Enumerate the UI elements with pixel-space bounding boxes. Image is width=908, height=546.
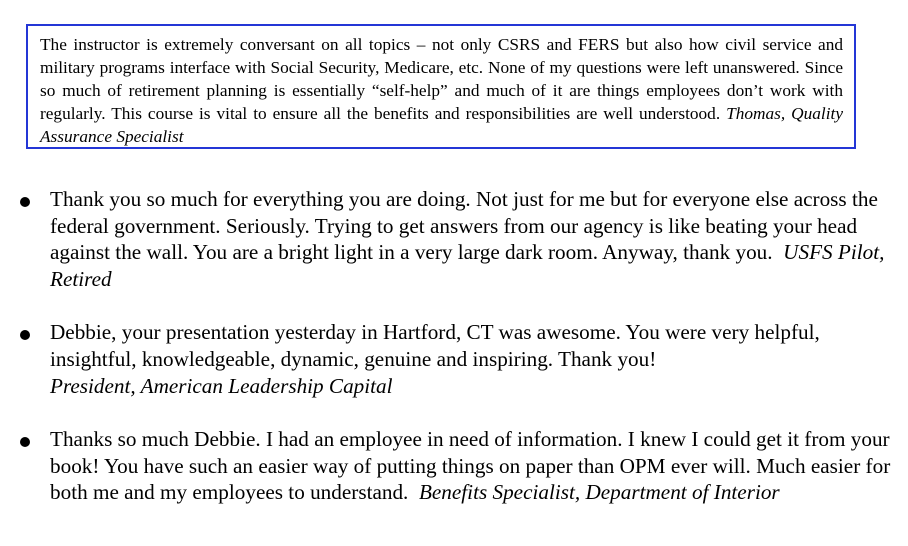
testimonial-text: Thank you so much for everything you are doing. Not just for me but for everyone else across the federal government. Seriously. Trying to get answers from our agency is like beating your head against the wall. You are a bright light in a very large dark room. Anyway, thank you. <box>50 187 878 265</box>
bullet-icon <box>20 330 30 340</box>
bullet-icon <box>20 437 30 447</box>
testimonial-text: Debbie, your presentation yesterday in Hartford, CT was awesome. You were very helpful, insightful, knowledgeable, dynamic, genuine and inspiring. Thank you! <box>50 320 820 371</box>
featured-testimonial-attribution: Thomas, Quality Assurance Specialist <box>40 104 844 147</box>
testimonial-attribution: President, American Leadership Capital <box>50 373 393 398</box>
testimonial-item <box>0 426 908 506</box>
testimonial-list <box>0 186 908 533</box>
testimonial-item <box>0 186 908 292</box>
testimonial-attribution: USFS Pilot, Retired <box>50 240 885 291</box>
featured-testimonial-box <box>26 24 856 149</box>
testimonial-item <box>0 319 908 399</box>
testimonial-text: Thanks so much Debbie. I had an employee in need of information. I knew I could get it from your book! You have such an easier way of putting things on paper than OPM ever will. Much easier for both me and my employees to understand. <box>50 427 891 505</box>
testimonial-attribution: Benefits Specialist, Department of Interior <box>418 480 780 505</box>
bullet-icon <box>20 197 30 207</box>
featured-testimonial-text: The instructor is extremely conversant on all topics – not only CSRS and FERS but also how civil service and military programs interface with Social Security, Medicare, etc. None of my questions were left unanswered. Since so much of retirement planning is essentially “self-help” and much of it are things employees don’t work with regularly. This course is vital to ensure all the benefits and responsibilities are well understood. <box>40 35 843 124</box>
